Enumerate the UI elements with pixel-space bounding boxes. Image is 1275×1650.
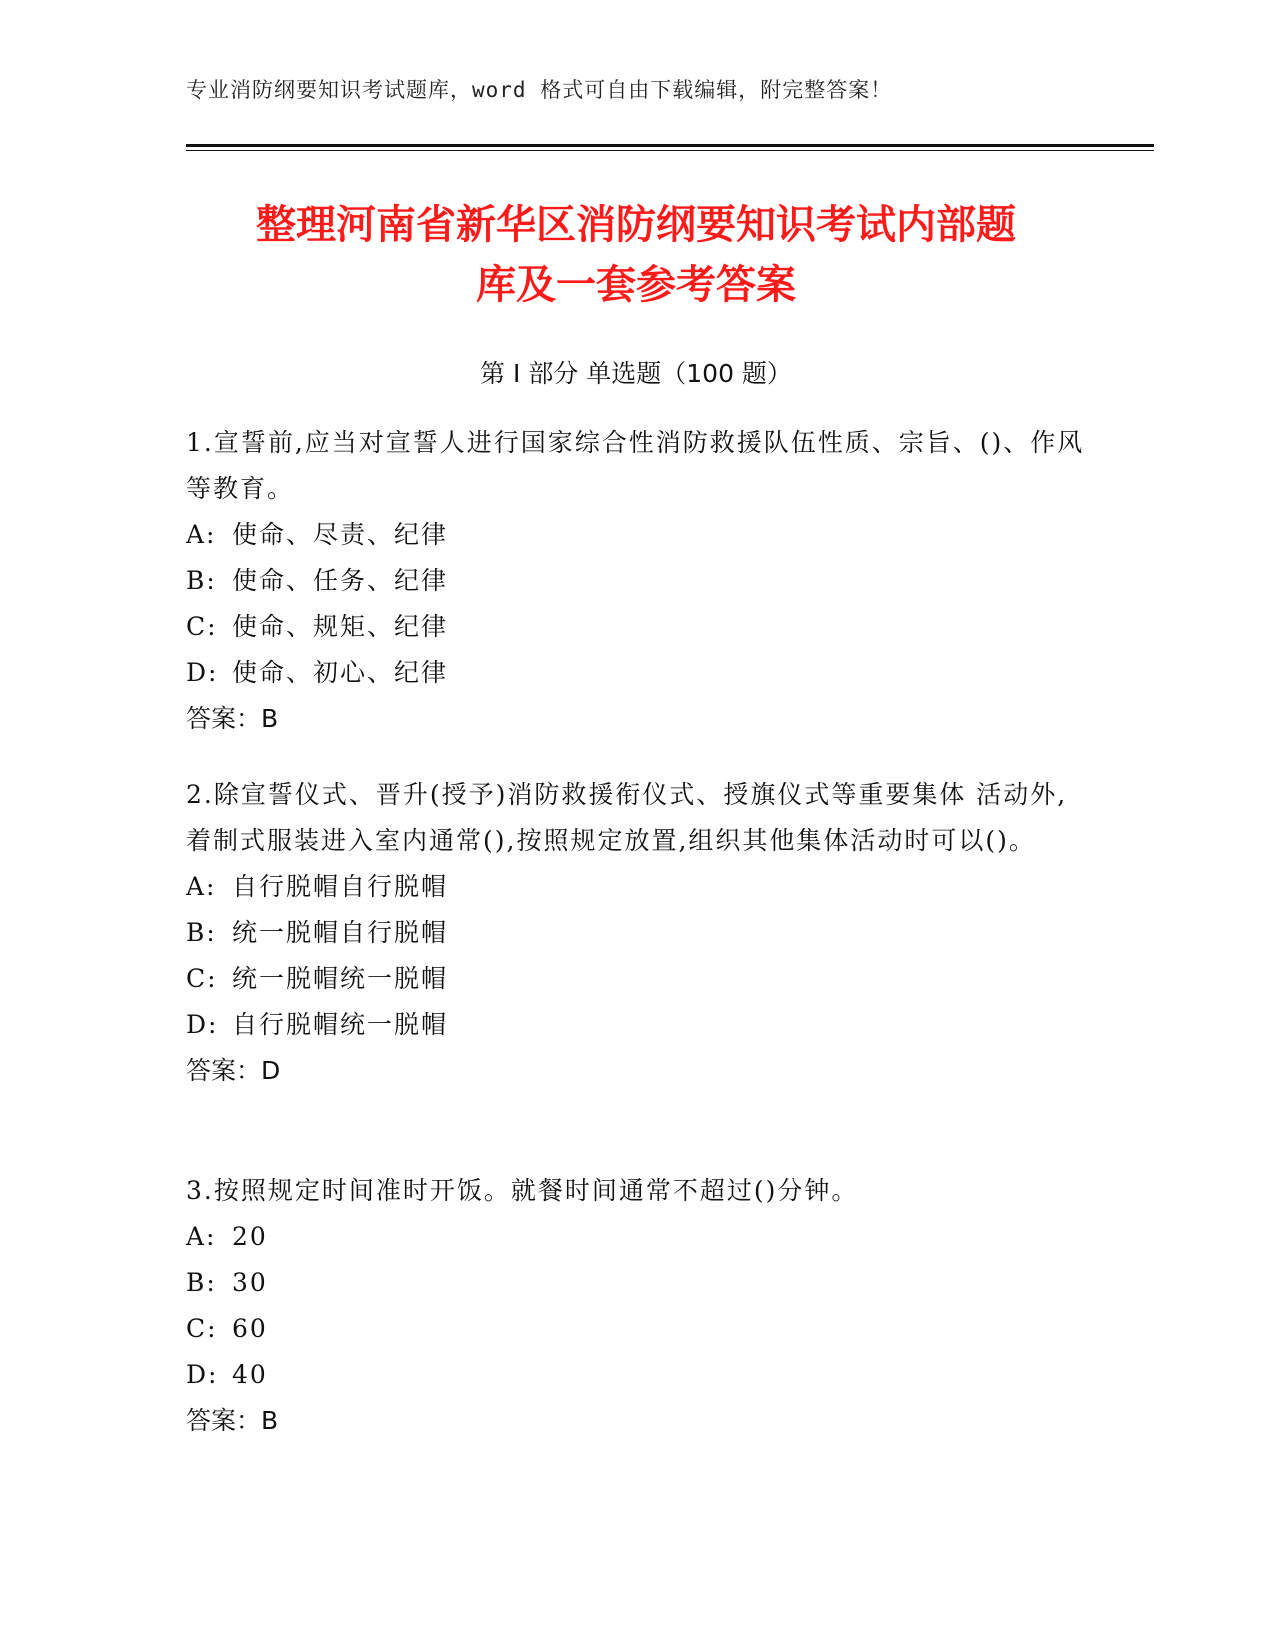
option-key: C: xyxy=(186,1314,218,1343)
option-b xyxy=(186,1260,1086,1306)
option-key: A: xyxy=(186,1222,217,1251)
question-stem: 3.按照规定时间准时开饭。就餐时间通常不超过()分钟。 xyxy=(186,1176,859,1205)
option-a xyxy=(186,512,1086,558)
option-text: 自行脱帽自行脱帽 xyxy=(232,872,449,901)
question-1 xyxy=(186,420,1086,742)
option-key: A: xyxy=(186,520,217,549)
option-key: C: xyxy=(186,964,218,993)
option-key: D: xyxy=(186,1010,219,1039)
question-stem: 2.除宣誓仪式、晋升(授予)消防救援衔仪式、授旗仪式等重要集体 活动外,着制式服装进入室内通常(),按照规定放置,组织其他集体活动时可以()。 xyxy=(186,780,1068,855)
question-stem: 1.宣誓前,应当对宣誓人进行国家综合性消防救援队伍性质、宗旨、()、作风等教育。 xyxy=(186,428,1085,503)
header-divider-thin xyxy=(186,150,1154,151)
question-2 xyxy=(186,772,1086,1094)
option-b xyxy=(186,910,1086,956)
option-key: D: xyxy=(186,1360,219,1389)
question-3 xyxy=(186,1168,1086,1444)
option-text: 统一脱帽统一脱帽 xyxy=(232,964,449,993)
document-title-line-2: 库及一套参考答案 xyxy=(476,262,796,308)
document-title-line-1: 整理河南省新华区消防纲要知识考试内部题 xyxy=(256,202,1016,248)
header-note: 专业消防纲要知识考试题库，word 格式可自由下载编辑，附完整答案！ xyxy=(186,78,893,102)
option-c xyxy=(186,1306,1086,1352)
option-key: B: xyxy=(186,1268,217,1297)
option-key: D: xyxy=(186,658,219,687)
option-b xyxy=(186,558,1086,604)
option-a xyxy=(186,864,1086,910)
option-d xyxy=(186,1002,1086,1048)
header-divider-thick xyxy=(186,144,1154,147)
option-text: 40 xyxy=(232,1360,268,1389)
option-text: 使命、尽责、纪律 xyxy=(232,520,449,549)
option-a xyxy=(186,1214,1086,1260)
option-text: 20 xyxy=(232,1222,268,1251)
option-key: B: xyxy=(186,566,217,595)
option-text: 使命、任务、纪律 xyxy=(232,566,449,595)
option-key: A: xyxy=(186,872,217,901)
option-text: 自行脱帽统一脱帽 xyxy=(232,1010,449,1039)
document-title xyxy=(186,195,1086,315)
option-c xyxy=(186,956,1086,1002)
option-key: C: xyxy=(186,612,218,641)
option-text: 60 xyxy=(232,1314,268,1343)
option-text: 使命、规矩、纪律 xyxy=(232,612,449,641)
option-text: 30 xyxy=(232,1268,268,1297)
option-text: 使命、初心、纪律 xyxy=(232,658,449,687)
option-key: B: xyxy=(186,918,217,947)
option-d xyxy=(186,1352,1086,1398)
option-text: 统一脱帽自行脱帽 xyxy=(232,918,449,947)
option-d xyxy=(186,650,1086,696)
answer: 答案：B xyxy=(186,1406,279,1435)
section-title: 第 I 部分 单选题（100 题） xyxy=(480,359,792,388)
answer: 答案：D xyxy=(186,1056,281,1085)
option-c xyxy=(186,604,1086,650)
answer: 答案：B xyxy=(186,704,279,733)
